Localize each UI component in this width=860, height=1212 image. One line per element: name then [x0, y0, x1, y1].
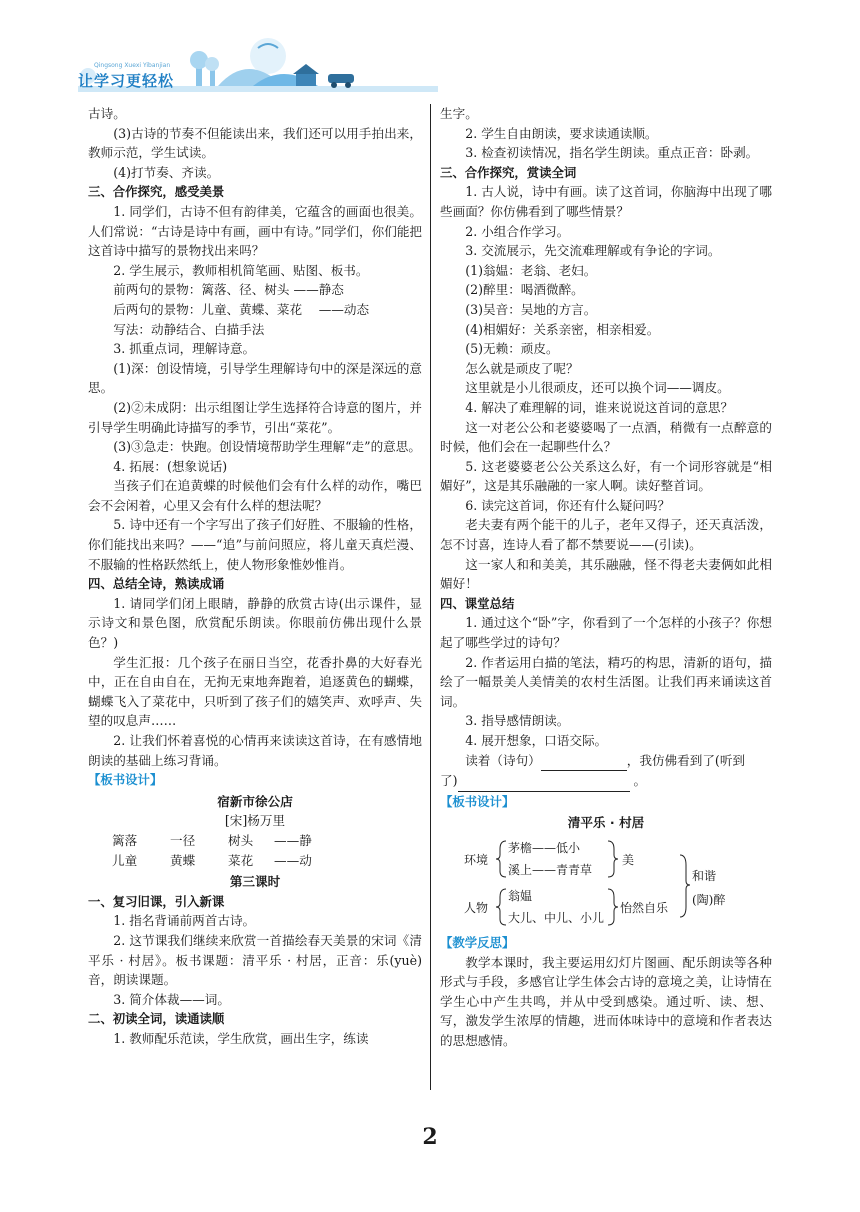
diagram-item: 大儿、中儿、小儿	[508, 910, 605, 925]
paragraph: 2. 这节课我们继续来欣赏一首描绘春天美景的宋词《清平乐 · 村居》。板书课题：清平乐 · 村居，正音：乐(yuè)音，朗读课题。	[88, 932, 422, 988]
diagram-label-intoxicated: (陶)醉	[692, 892, 726, 907]
paragraph: (5)无赖：顽皮。	[465, 341, 559, 357]
board-cell: 儿童	[112, 852, 138, 868]
board-cell: 树头	[228, 832, 254, 848]
board-row	[88, 831, 422, 851]
board-cell: ——动	[274, 852, 312, 868]
board-title: 清平乐 · 村居	[567, 815, 645, 831]
board-cell: 菜花	[228, 852, 254, 868]
lesson-title: 第三课时	[229, 874, 281, 890]
board-title: 宿新市徐公店	[217, 793, 293, 809]
paragraph: (3)吴音：吴地的方言。	[465, 301, 597, 317]
paragraph: (2)②未成阴：出示组图让学生选择符合诗意的图片，并引导学生明确此诗描写的季节，引出“菜花”。	[88, 399, 422, 435]
diagram-label-harmony: 和谐	[692, 868, 717, 883]
diagram-label-beauty: 美	[622, 852, 635, 867]
paragraph: 4. 拓展：(想象说话)	[113, 458, 228, 474]
paragraph: 2. 小组合作学习。	[465, 223, 570, 239]
paragraph: 1. 同学们，古诗不但有韵律美，它蕴含的画面也很美。人们常说：“古诗是诗中有画，画中有诗。”同学们，你们能把这首诗中描写的景物找出来吗？	[88, 203, 423, 259]
section-heading: 三、合作探究，感受美景	[88, 184, 225, 200]
page-number: 2	[422, 1124, 438, 1150]
paragraph: 1. 请同学们闭上眼睛，静静的欣赏古诗(出示课件，显示诗文和景色图，欣赏配乐朗读。你眼前仿佛出现什么景色？)	[88, 595, 422, 651]
board-cell: 一径	[170, 832, 196, 848]
paragraph: 1. 通过这个“卧”字，你看到了一个怎样的小孩子？你想起了哪些学过的诗句？	[440, 615, 772, 651]
section-heading: 四、总结全诗，熟读成诵	[88, 576, 225, 592]
section-heading: 三、合作探究，赏读全词	[440, 164, 577, 180]
paragraph: 写法：动静结合、白描手法	[113, 321, 265, 337]
paragraph: 5. 这老婆婆老公公关系这么好，有一个词形容就是“相媚好”，这是其乐融融的一家人啊。读好整首词。	[440, 458, 772, 494]
paragraph: 前两句的景物：篱落、径、树头 ——静态	[113, 282, 344, 298]
text-line: (4)打节奏、齐读。	[113, 164, 220, 180]
fill-in-text: 。	[633, 773, 647, 789]
fill-in-text: 了)	[440, 773, 458, 789]
board-cell: 黄蝶	[170, 852, 196, 868]
paragraph: 1. 指名背诵前两首古诗。	[113, 913, 256, 929]
text-line: 古诗。	[88, 106, 126, 121]
paragraph: 这里就是小儿很顽皮，还可以换个词——调皮。	[465, 380, 730, 396]
diagram-label-joy: 怡然自乐	[620, 900, 669, 915]
left-column	[88, 104, 422, 1049]
diagram-item: 溪上——青青草	[508, 862, 593, 877]
fill-in-text: 读着（诗句）	[465, 752, 541, 768]
paragraph: (1)翁媪：老翁、老妇。	[465, 262, 597, 278]
paragraph: 5. 诗中还有一个字写出了孩子们好胜、不服输的性格，你们能找出来吗？——“追”与前问照应，将儿童天真烂漫、不服输的性格跃然纸上，使人物形象惟妙惟肖。	[88, 517, 422, 572]
diagram-label-environment: 环境	[464, 852, 489, 867]
board-row	[88, 851, 422, 871]
paragraph: 2. 学生展示，教师相机简笔画、贴图、板书。	[113, 262, 369, 278]
right-column	[440, 104, 772, 1051]
fill-in-blank	[458, 771, 630, 792]
board-design-tag: 【板书设计】	[88, 772, 163, 788]
paragraph: 3. 交流展示，先交流难理解或有争论的字词。	[465, 243, 721, 259]
paragraph: 3. 简介体裁——词。	[113, 991, 230, 1007]
paragraph: 怎么就是顽皮了呢？	[465, 360, 579, 376]
board-author: [宋]杨万里	[224, 813, 286, 829]
paragraph: 2. 学生自由朗读，要求读通读顺。	[465, 125, 658, 141]
header-banner	[78, 34, 438, 104]
bracket-lines	[440, 837, 772, 933]
fill-in-line	[440, 751, 772, 772]
paragraph: (4)相媚好：关系亲密，相亲相爱。	[465, 321, 660, 337]
section-heading: 一、复习旧课，引入新课	[88, 893, 225, 909]
paragraph: (3)③急走：快跑。创设情境帮助学生理解“走”的意思。	[113, 439, 421, 455]
paragraph: 2. 让我们怀着喜悦的心情再来读读这首诗，在有感情地朗读的基础上练习背诵。	[88, 733, 422, 768]
paragraph: 学生汇报：几个孩子在丽日当空，花香扑鼻的大好春光中，正在自由自在，无拘无束地奔跑着，追逐黄色的蝴蝶，蝴蝶飞入了菜花中，只听到了孩子们的嬉笑声、欢呼声、失望的叹息声……	[88, 654, 422, 729]
paragraph: 这一对老公公和老婆婆喝了一点酒，稍微有一点醉意的时候，他们会在一起聊些什么？	[440, 419, 772, 455]
logo-pinyin: Qingsong Xuexi Yibanjian	[94, 62, 171, 69]
column-divider	[430, 104, 431, 1090]
logo-text: 让学习更轻松	[78, 72, 175, 90]
board-design-tag: 【板书设计】	[440, 793, 515, 809]
paragraph: 这一家人和和美美，其乐融融，怪不得老夫妻俩如此相媚好！	[440, 556, 772, 592]
paragraph: 1. 教师配乐范读，学生欣赏，画出生字，练读	[113, 1030, 369, 1046]
diagram-item: 茅檐——低小	[508, 840, 581, 855]
text-line: 生字。	[440, 106, 478, 121]
paragraph: 3. 抓重点词，理解诗意。	[113, 341, 256, 357]
section-heading: 二、初读全词，读通读顺	[88, 1011, 225, 1027]
board-diagram	[440, 837, 772, 933]
fill-in-line	[440, 771, 772, 792]
paragraph: 1. 古人说，诗中有画。读了这首词，你脑海中出现了哪些画面？你仿佛看到了哪些情景？	[440, 184, 772, 219]
paragraph: 老夫妻有两个能干的儿子，老年又得子，还天真活泼，怎不讨喜，连诗人看了都不禁要说——(引读)。	[440, 517, 772, 553]
paragraph: 3. 检查初读情况，指名学生朗读。重点正音：卧剥。	[465, 145, 759, 161]
paragraph: 后两句的景物：儿童、黄蝶、菜花 ——动态	[113, 301, 370, 317]
diagram-label-people: 人物	[464, 900, 489, 915]
paragraph: 4. 展开想象，口语交际。	[465, 733, 608, 748]
diagram-item: 翁媪	[508, 888, 533, 903]
text-line: (3)古诗的节奏不但能读出来，我们还可以用手拍出来，教师示范，学生试读。	[88, 125, 422, 161]
paragraph: 当孩子们在追黄蝶的时候他们会有什么样的动作，嘴巴会不会闲着，心里又会有什么样的想法呢？	[88, 478, 422, 513]
board-cell: 篱落	[112, 832, 138, 848]
paragraph: (2)醉里：喝酒微醉。	[465, 282, 584, 298]
paragraph: 4. 解决了难理解的词，谁来说说这首词的意思？	[465, 399, 734, 415]
paragraph: 6. 读完这首词，你还有什么疑问吗？	[465, 497, 671, 513]
board-cell: ——静	[274, 832, 312, 848]
paragraph: (1)深：创设情境，引导学生理解诗句中的深是深远的意思。	[88, 360, 422, 396]
paragraph: 3. 指导感情朗读。	[465, 713, 570, 729]
fill-in-text: ，我仿佛看到了(听到	[626, 752, 746, 768]
section-heading: 四、课堂总结	[440, 595, 515, 611]
fill-in-blank	[541, 751, 627, 772]
paragraph: 2. 作者运用白描的笔法，精巧的构思，清新的语句，描绘了一幅景美人美情美的农村生活图。让我们再来诵读这首词。	[440, 654, 772, 709]
header-illustration	[78, 34, 438, 104]
reflection-tag: 【教学反思】	[440, 934, 515, 950]
reflection-paragraph: 教学本课时，我主要运用幻灯片图画、配乐朗读等各种形式与手段，多感官让学生体会古诗的意境之美，让诗情在学生心中产生共鸣，并从中受到感染。通过听、读、想、写，激发学生浓厚的情趣，进而体味诗中的意境和作者表达的思想感情。	[440, 954, 772, 1048]
